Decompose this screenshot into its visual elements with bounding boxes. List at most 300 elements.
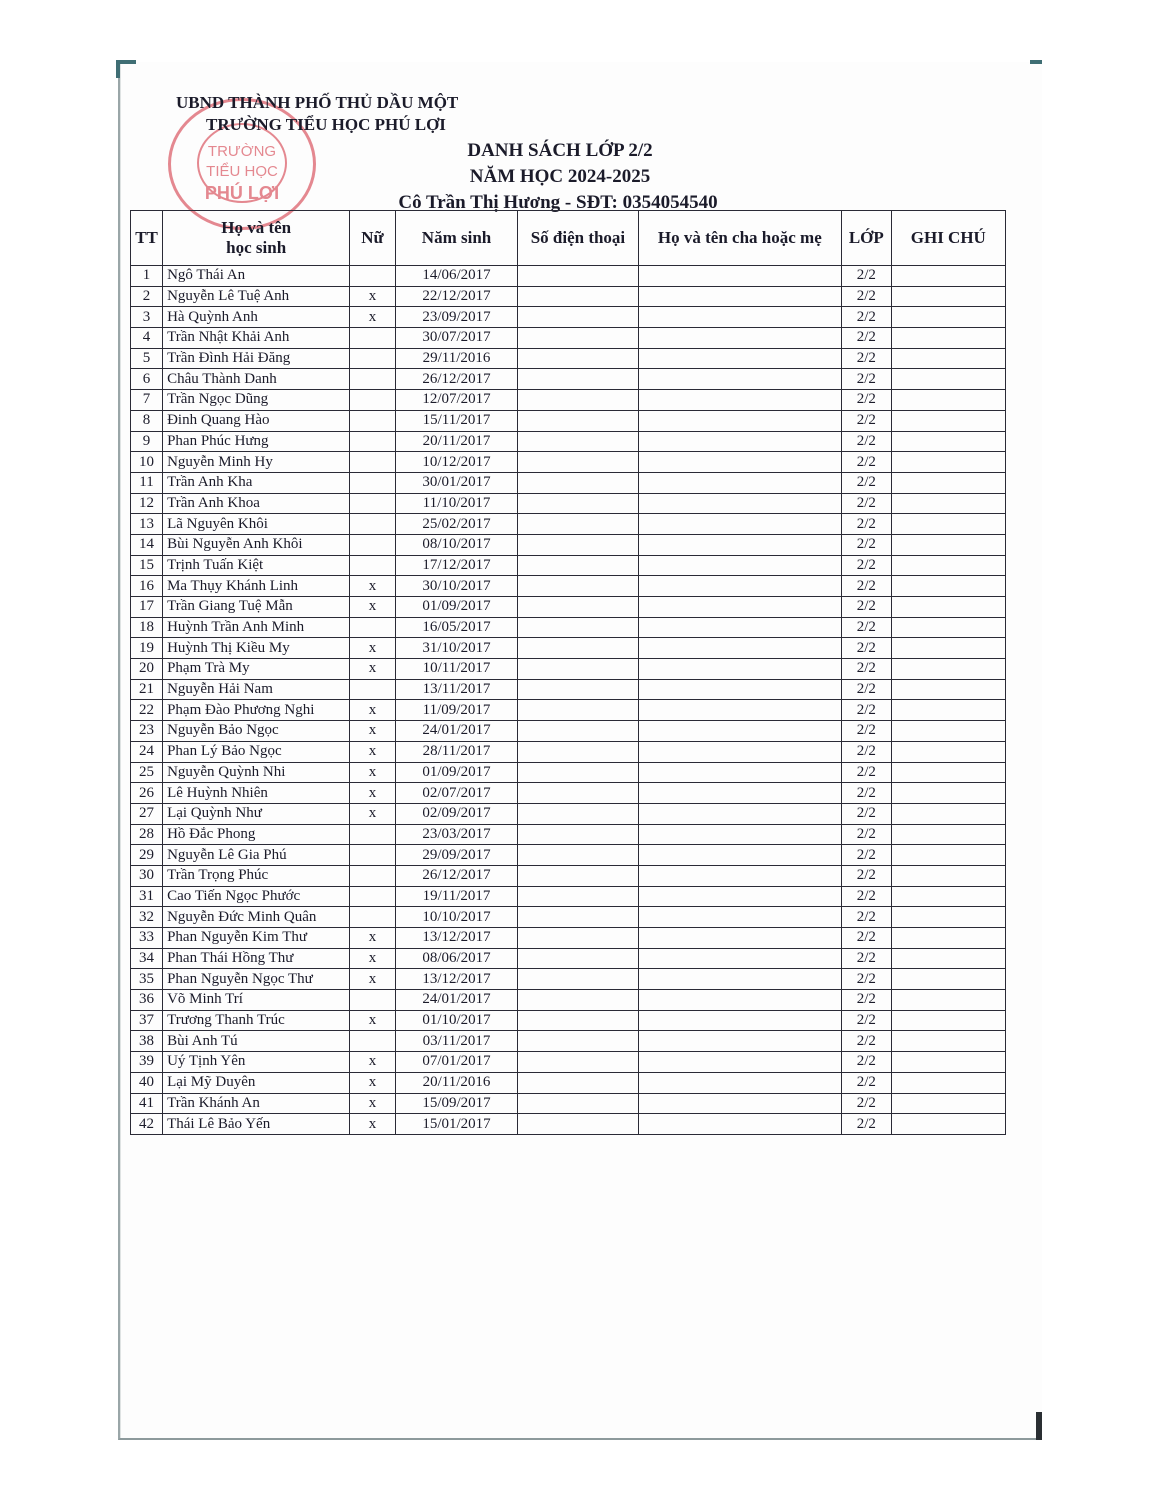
parent-name-cell [638,803,841,824]
class-cell: 2/2 [842,431,892,452]
class-cell: 2/2 [842,700,892,721]
female-marker-cell: x [350,659,396,680]
phone-cell [518,348,638,369]
female-marker-cell [350,555,396,576]
birth-date-cell: 30/07/2017 [395,328,517,349]
row-number-cell: 5 [131,348,163,369]
note-cell [891,472,1005,493]
row-number-cell: 38 [131,1031,163,1052]
class-cell: 2/2 [842,886,892,907]
row-number-cell: 25 [131,762,163,783]
col-header-note: GHI CHÚ [891,211,1005,266]
table-row [131,659,1006,680]
female-marker-cell [350,369,396,390]
female-marker-cell: x [350,576,396,597]
female-marker-cell: x [350,1114,396,1135]
birth-date-cell: 01/10/2017 [395,1010,517,1031]
phone-cell [518,1010,638,1031]
female-marker-cell [350,410,396,431]
row-number-cell: 28 [131,824,163,845]
table-row [131,576,1006,597]
class-cell: 2/2 [842,534,892,555]
birth-date-cell: 23/09/2017 [395,307,517,328]
note-cell [891,534,1005,555]
parent-name-cell [638,762,841,783]
student-name-cell: Trần Giang Tuệ Mẫn [163,597,350,618]
note-cell [891,369,1005,390]
note-cell [891,762,1005,783]
phone-cell [518,1114,638,1135]
female-marker-cell [350,390,396,411]
phone-cell [518,534,638,555]
female-marker-cell [350,679,396,700]
parent-name-cell [638,555,841,576]
note-cell [891,803,1005,824]
phone-cell [518,928,638,949]
class-cell: 2/2 [842,638,892,659]
table-row [131,348,1006,369]
row-number-cell: 37 [131,1010,163,1031]
birth-date-cell: 10/11/2017 [395,659,517,680]
phone-cell [518,1031,638,1052]
table-row [131,266,1006,287]
phone-cell [518,783,638,804]
class-cell: 2/2 [842,493,892,514]
student-name-cell: Phan Nguyễn Ngọc Thư [163,969,350,990]
birth-date-cell: 24/01/2017 [395,990,517,1011]
table-row [131,514,1006,535]
female-marker-cell [350,431,396,452]
birth-date-cell: 13/11/2017 [395,679,517,700]
phone-cell [518,824,638,845]
female-marker-cell: x [350,307,396,328]
birth-date-cell: 02/07/2017 [395,783,517,804]
row-number-cell: 36 [131,990,163,1011]
phone-cell [518,803,638,824]
parent-name-cell [638,431,841,452]
phone-cell [518,907,638,928]
female-marker-cell: x [350,948,396,969]
female-marker-cell [350,472,396,493]
note-cell [891,845,1005,866]
phone-cell [518,452,638,473]
note-cell [891,1072,1005,1093]
note-cell [891,597,1005,618]
class-cell: 2/2 [842,617,892,638]
class-roster-table [130,210,1006,1135]
note-cell [891,286,1005,307]
note-cell [891,576,1005,597]
parent-name-cell [638,783,841,804]
table-row [131,990,1006,1011]
table-header-row [131,211,1006,266]
note-cell [891,1052,1005,1073]
note-cell [891,348,1005,369]
parent-name-cell [638,534,841,555]
note-cell [891,990,1005,1011]
birth-date-cell: 26/12/2017 [395,369,517,390]
student-name-cell: Phạm Đào Phương Nghi [163,700,350,721]
class-cell: 2/2 [842,286,892,307]
student-name-cell: Hà Quỳnh Anh [163,307,350,328]
birth-date-cell: 16/05/2017 [395,617,517,638]
row-number-cell: 29 [131,845,163,866]
student-name-cell: Phan Thái Hồng Thư [163,948,350,969]
parent-name-cell [638,1052,841,1073]
birth-date-cell: 13/12/2017 [395,969,517,990]
female-marker-cell: x [350,783,396,804]
class-cell: 2/2 [842,555,892,576]
phone-cell [518,659,638,680]
birth-date-cell: 03/11/2017 [395,1031,517,1052]
class-cell: 2/2 [842,1010,892,1031]
class-cell: 2/2 [842,928,892,949]
table-row [131,948,1006,969]
female-marker-cell [350,886,396,907]
row-number-cell: 27 [131,803,163,824]
table-row [131,555,1006,576]
birth-date-cell: 14/06/2017 [395,266,517,287]
phone-cell [518,1052,638,1073]
female-marker-cell [350,824,396,845]
birth-date-cell: 08/06/2017 [395,948,517,969]
parent-name-cell [638,286,841,307]
table-row [131,1072,1006,1093]
table-row [131,431,1006,452]
parent-name-cell [638,452,841,473]
row-number-cell: 42 [131,1114,163,1135]
class-cell: 2/2 [842,472,892,493]
table-row [131,286,1006,307]
class-cell: 2/2 [842,452,892,473]
student-name-cell: Nguyễn Lê Gia Phú [163,845,350,866]
female-marker-cell [350,348,396,369]
note-cell [891,886,1005,907]
parent-name-cell [638,597,841,618]
student-name-cell: Trần Trọng Phúc [163,865,350,886]
class-cell: 2/2 [842,907,892,928]
student-name-cell: Bùi Nguyễn Anh Khôi [163,534,350,555]
phone-cell [518,990,638,1011]
note-cell [891,431,1005,452]
student-name-cell: Trần Ngọc Dũng [163,390,350,411]
parent-name-cell [638,1093,841,1114]
parent-name-cell [638,679,841,700]
birth-date-cell: 11/09/2017 [395,700,517,721]
seal-line-2: TIỂU HỌC [206,163,278,180]
parent-name-cell [638,721,841,742]
student-name-cell: Lê Huỳnh Nhiên [163,783,350,804]
parent-name-cell [638,617,841,638]
school-name: TRƯỜNG TIỂU HỌC PHÚ LỢI [206,115,446,134]
female-marker-cell: x [350,597,396,618]
student-name-cell: Phan Phúc Hưng [163,431,350,452]
row-number-cell: 16 [131,576,163,597]
note-cell [891,307,1005,328]
parent-name-cell [638,390,841,411]
seal-line-3: PHÚ LỢI [204,183,280,203]
class-cell: 2/2 [842,328,892,349]
table-row [131,1031,1006,1052]
birth-date-cell: 10/10/2017 [395,907,517,928]
female-marker-cell: x [350,803,396,824]
student-name-cell: Lại Quỳnh Như [163,803,350,824]
school-year: NĂM HỌC 2024-2025 [469,166,651,187]
note-cell [891,928,1005,949]
student-name-cell: Đinh Quang Hào [163,410,350,431]
parent-name-cell [638,410,841,431]
phone-cell [518,741,638,762]
note-cell [891,493,1005,514]
col-header-parent: Họ và tên cha hoặc mẹ [638,211,841,266]
row-number-cell: 26 [131,783,163,804]
note-cell [891,865,1005,886]
class-cell: 2/2 [842,845,892,866]
col-header-tt: TT [131,211,163,266]
class-cell: 2/2 [842,948,892,969]
class-cell: 2/2 [842,1052,892,1073]
table-row [131,452,1006,473]
parent-name-cell [638,659,841,680]
parent-name-cell [638,907,841,928]
parent-name-cell [638,969,841,990]
female-marker-cell: x [350,721,396,742]
class-cell: 2/2 [842,1031,892,1052]
class-cell: 2/2 [842,865,892,886]
birth-date-cell: 01/09/2017 [395,762,517,783]
student-name-cell: Bùi Anh Tú [163,1031,350,1052]
class-cell: 2/2 [842,659,892,680]
class-cell: 2/2 [842,783,892,804]
birth-date-cell: 13/12/2017 [395,928,517,949]
student-name-cell: Hồ Đắc Phong [163,824,350,845]
female-marker-cell [350,266,396,287]
note-cell [891,1093,1005,1114]
table-row [131,328,1006,349]
row-number-cell: 22 [131,700,163,721]
female-marker-cell [350,493,396,514]
note-cell [891,679,1005,700]
table-row [131,803,1006,824]
table-row [131,741,1006,762]
row-number-cell: 41 [131,1093,163,1114]
table-row [131,907,1006,928]
col-header-name-line2: học sinh [226,238,287,257]
note-cell [891,410,1005,431]
student-name-cell: Trương Thanh Trúc [163,1010,350,1031]
birth-date-cell: 26/12/2017 [395,865,517,886]
table-row [131,617,1006,638]
note-cell [891,741,1005,762]
phone-cell [518,472,638,493]
class-cell: 2/2 [842,721,892,742]
student-name-cell: Nguyễn Bảo Ngọc [163,721,350,742]
phone-cell [518,493,638,514]
table-row [131,410,1006,431]
female-marker-cell [350,907,396,928]
phone-cell [518,410,638,431]
issuing-authority-header [176,92,476,136]
female-marker-cell: x [350,700,396,721]
note-cell [891,824,1005,845]
table-row [131,472,1006,493]
phone-cell [518,369,638,390]
note-cell [891,1114,1005,1135]
row-number-cell: 39 [131,1052,163,1073]
row-number-cell: 31 [131,886,163,907]
birth-date-cell: 29/09/2017 [395,845,517,866]
note-cell [891,1031,1005,1052]
student-name-cell: Trần Anh Kha [163,472,350,493]
note-cell [891,266,1005,287]
class-cell: 2/2 [842,990,892,1011]
phone-cell [518,286,638,307]
phone-cell [518,1093,638,1114]
birth-date-cell: 15/11/2017 [395,410,517,431]
table-row [131,307,1006,328]
class-cell: 2/2 [842,803,892,824]
col-header-lop: LỚP [842,211,892,266]
table-row [131,700,1006,721]
birth-date-cell: 25/02/2017 [395,514,517,535]
class-cell: 2/2 [842,969,892,990]
note-cell [891,1010,1005,1031]
student-name-cell: Cao Tiến Ngọc Phước [163,886,350,907]
class-cell: 2/2 [842,576,892,597]
table-row [131,534,1006,555]
table-row [131,886,1006,907]
class-cell: 2/2 [842,266,892,287]
class-cell: 2/2 [842,762,892,783]
student-name-cell: Trịnh Tuấn Kiệt [163,555,350,576]
phone-cell [518,700,638,721]
birth-date-cell: 23/03/2017 [395,824,517,845]
note-cell [891,783,1005,804]
note-cell [891,969,1005,990]
seal-line-1: TRƯỜNG [207,143,277,160]
phone-cell [518,617,638,638]
birth-date-cell: 17/12/2017 [395,555,517,576]
table-row [131,762,1006,783]
female-marker-cell: x [350,928,396,949]
female-marker-cell [350,990,396,1011]
phone-cell [518,328,638,349]
row-number-cell: 35 [131,969,163,990]
phone-cell [518,597,638,618]
female-marker-cell [350,452,396,473]
note-cell [891,328,1005,349]
row-number-cell: 9 [131,431,163,452]
table-row [131,1010,1006,1031]
birth-date-cell: 07/01/2017 [395,1052,517,1073]
class-cell: 2/2 [842,514,892,535]
student-name-cell: Huỳnh Trần Anh Minh [163,617,350,638]
parent-name-cell [638,1010,841,1031]
row-number-cell: 20 [131,659,163,680]
class-cell: 2/2 [842,390,892,411]
row-number-cell: 15 [131,555,163,576]
parent-name-cell [638,886,841,907]
row-number-cell: 1 [131,266,163,287]
col-header-name [163,211,350,266]
birth-date-cell: 01/09/2017 [395,597,517,618]
parent-name-cell [638,493,841,514]
table-row [131,824,1006,845]
class-cell: 2/2 [842,741,892,762]
authority-name: UBND THÀNH PHỐ THỦ DẦU MỘT [176,93,459,112]
female-marker-cell: x [350,1052,396,1073]
roster-body [131,266,1006,1135]
table-row [131,390,1006,411]
student-name-cell: Lã Nguyên Khôi [163,514,350,535]
table-row [131,928,1006,949]
female-marker-cell [350,1031,396,1052]
row-number-cell: 11 [131,472,163,493]
class-cell: 2/2 [842,348,892,369]
student-name-cell: Lại Mỹ Duyên [163,1072,350,1093]
table-row [131,597,1006,618]
phone-cell [518,721,638,742]
female-marker-cell [350,514,396,535]
note-cell [891,452,1005,473]
birth-date-cell: 24/01/2017 [395,721,517,742]
class-cell: 2/2 [842,410,892,431]
female-marker-cell: x [350,286,396,307]
female-marker-cell: x [350,969,396,990]
student-name-cell: Phạm Trà My [163,659,350,680]
teacher-contact: Cô Trần Thị Hương - SĐT: 0354054540 [398,192,718,213]
parent-name-cell [638,328,841,349]
table-row [131,1052,1006,1073]
birth-date-cell: 29/11/2016 [395,348,517,369]
class-cell: 2/2 [842,1114,892,1135]
birth-date-cell: 15/01/2017 [395,1114,517,1135]
row-number-cell: 30 [131,865,163,886]
class-cell: 2/2 [842,307,892,328]
female-marker-cell [350,865,396,886]
student-name-cell: Uý Tịnh Yên [163,1052,350,1073]
phone-cell [518,514,638,535]
phone-cell [518,679,638,700]
table-row [131,969,1006,990]
birth-date-cell: 31/10/2017 [395,638,517,659]
phone-cell [518,845,638,866]
note-cell [891,514,1005,535]
parent-name-cell [638,307,841,328]
table-row [131,638,1006,659]
birth-date-cell: 20/11/2016 [395,1072,517,1093]
phone-cell [518,576,638,597]
phone-cell [518,865,638,886]
table-row [131,845,1006,866]
row-number-cell: 2 [131,286,163,307]
row-number-cell: 18 [131,617,163,638]
student-name-cell: Phan Nguyễn Kim Thư [163,928,350,949]
table-row [131,865,1006,886]
birth-date-cell: 08/10/2017 [395,534,517,555]
student-name-cell: Trần Khánh An [163,1093,350,1114]
student-name-cell: Huỳnh Thị Kiều My [163,638,350,659]
note-cell [891,638,1005,659]
student-name-cell: Trần Đình Hải Đăng [163,348,350,369]
note-cell [891,721,1005,742]
phone-cell [518,307,638,328]
note-cell [891,948,1005,969]
row-number-cell: 12 [131,493,163,514]
student-name-cell: Châu Thành Danh [163,369,350,390]
sheet-corner-top-left [116,60,136,78]
phone-cell [518,762,638,783]
